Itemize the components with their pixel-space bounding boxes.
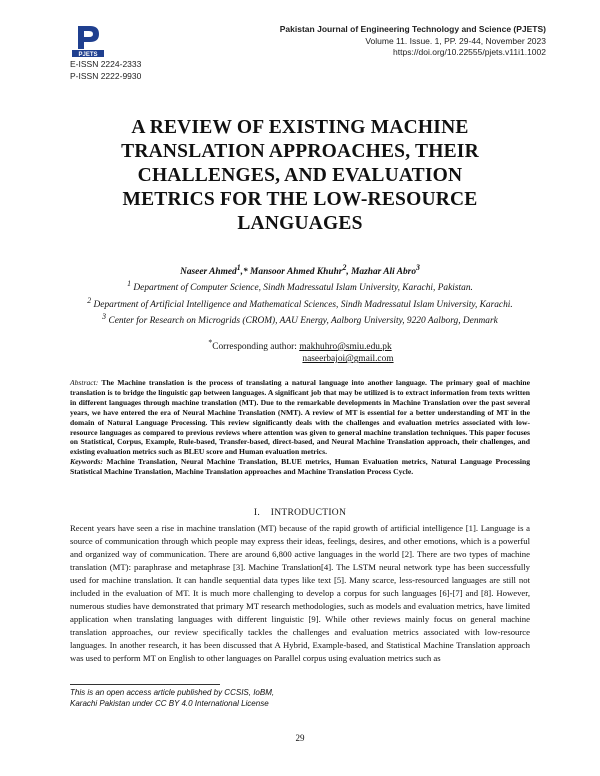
author-names: Naseer Ahmed$^1$,* Mansoor Ahmed Khuhr$^2$, Mazhar Ali Abro$^3$ xyxy=(180,263,420,278)
author-3: , Mazhar Ali Abro xyxy=(346,267,417,278)
email-link[interactable]: makhuhro@smiu.edu.pk xyxy=(299,342,392,353)
doi-link[interactable]: https://doi.org/10.22555/pjets.v11i1.1002 xyxy=(393,47,546,57)
corresponding-author: *Corresponding author: makhuhro@smiu.edu.pk naseerbajoi@gmail.com xyxy=(208,338,394,365)
license-footnote: This is an open access article published by CCSIS, IoBM, Karachi Pakistan under CC BY 4.0 International License xyxy=(70,688,275,708)
section-heading: I. INTRODUCTION xyxy=(253,508,347,518)
issn-block xyxy=(70,58,141,82)
keywords-label: Keywords: xyxy=(70,457,103,467)
title-line: CHALLENGES, AND EVALUATION xyxy=(137,165,463,186)
title-line: A REVIEW OF EXISTING MACHINE xyxy=(131,117,469,138)
journal-info xyxy=(280,24,546,59)
author-2: Mansoor Ahmed Khuhr xyxy=(247,267,343,278)
paper-title xyxy=(70,116,530,236)
page-number: 29 xyxy=(295,733,305,743)
title-line: LANGUAGES xyxy=(237,213,363,234)
abstract-label: Abstract: xyxy=(70,378,99,387)
affiliation-3: $^3$ Center for Research on Microgrids (CROM), AAU Energy, Aalborg University, 9220 Aalborg, Denmark xyxy=(102,311,498,327)
author-1: Naseer Ahmed xyxy=(180,267,237,278)
volume-line: Volume 11. Issue. 1, PP. 29-44, November 2023 xyxy=(365,35,546,46)
journal-title: Pakistan Journal of Engineering Technology and Science (PJETS) xyxy=(279,24,546,34)
introduction-text: Recent years have seen a rise in machine translation (MT) because of the rapid growth of artificial intelligence [1]. Language is a source of communication through which people may express their ideas, feelings, desires, and other emotions, which is a powerful and organized way of communication. There are around 6,800 active languages in the world [2]. There are two types of machine translation (MT): paraphrase and metaphrase [3]. Machine Translation[4]. The LSTM neural network type has been successfully used for machine translation. It can handle sequential data types like text [5]. Many scarce, less-resourced languages are still not included in the evaluation of MT. It is much more challenging to develop a corpus for such languages [6]-[7] and [8]. However, numerous studies have demonstrated that primary MT research methodologies, such as models and evaluation metrics, have limited application when translating languages with different linguistic [9]. While other reviews mainly focus on general machine translation approaches, our review specifically tackles the challenges and evaluation metrics associated with low-resource languages. In another research, it has been discussed that A Hybrid, Example-based, and Statistical Machine Translation approach was used to perform MT on English to other languages on Parallel corpus using evaluation metrics such as xyxy=(70,523,530,663)
logo-text: PJETS xyxy=(78,52,98,58)
corresponding-label: Corresponding author: xyxy=(212,342,300,353)
abstract xyxy=(70,378,530,477)
author-block xyxy=(70,262,530,327)
affiliation-2: $^2$ Department of Artificial Intelligence and Mathematical Sciences, Sindh Madressatul Islam University, Karachi. xyxy=(87,295,513,310)
journal-logo xyxy=(70,22,106,58)
footnote-divider xyxy=(70,684,220,685)
title-line: METRICS FOR THE LOW-RESOURCE xyxy=(122,189,478,210)
eissn: E-ISSN 2224-2333 xyxy=(70,59,142,69)
affiliation-1: $^1$ Department of Computer Science, Sindh Madressatul Islam University, Karachi, Pakistan. xyxy=(127,279,473,294)
abstract-text: The Machine translation is the process of translating a natural language into another language. The primary goal of machine translation is to bridge the linguistic gap between languages. A significant job that may be utilized is to extract information from texts written in different languages through machine translation (MT). Due to the remarkable developments in Machine Translation over the past several years, we have entered the era of Neural Machine Translation (NMT). A review of MT is essential for a better understanding of MT in the domain of Natural Language Processing. This review significantly deals with the challenges and evaluation metrics associated with low-resource languages as compared to previous reviews where attention was given to general machine translation techniques. This paper focuses on Statistical, Corpus, Example, Rule-based, Transfer-based, direct-based, and Neural Machine Translation approach, their challenges, and existing evaluation metrics such as BLEU score and Human evaluation metrics. xyxy=(70,378,530,457)
keywords-text: Machine Translation, Neural Machine Translation, BLUE metrics, Human Evaluation metrics, Natural Language Processing Statistical Machine Translation, Machine Translation approaches and Machine Translation Process Cycle. xyxy=(70,457,530,477)
email-link[interactable]: naseerbajoi@gmail.com xyxy=(302,354,394,365)
pissn: P-ISSN 2222-9930 xyxy=(70,71,142,81)
title-line: TRANSLATION APPROACHES, THEIR xyxy=(121,141,479,162)
